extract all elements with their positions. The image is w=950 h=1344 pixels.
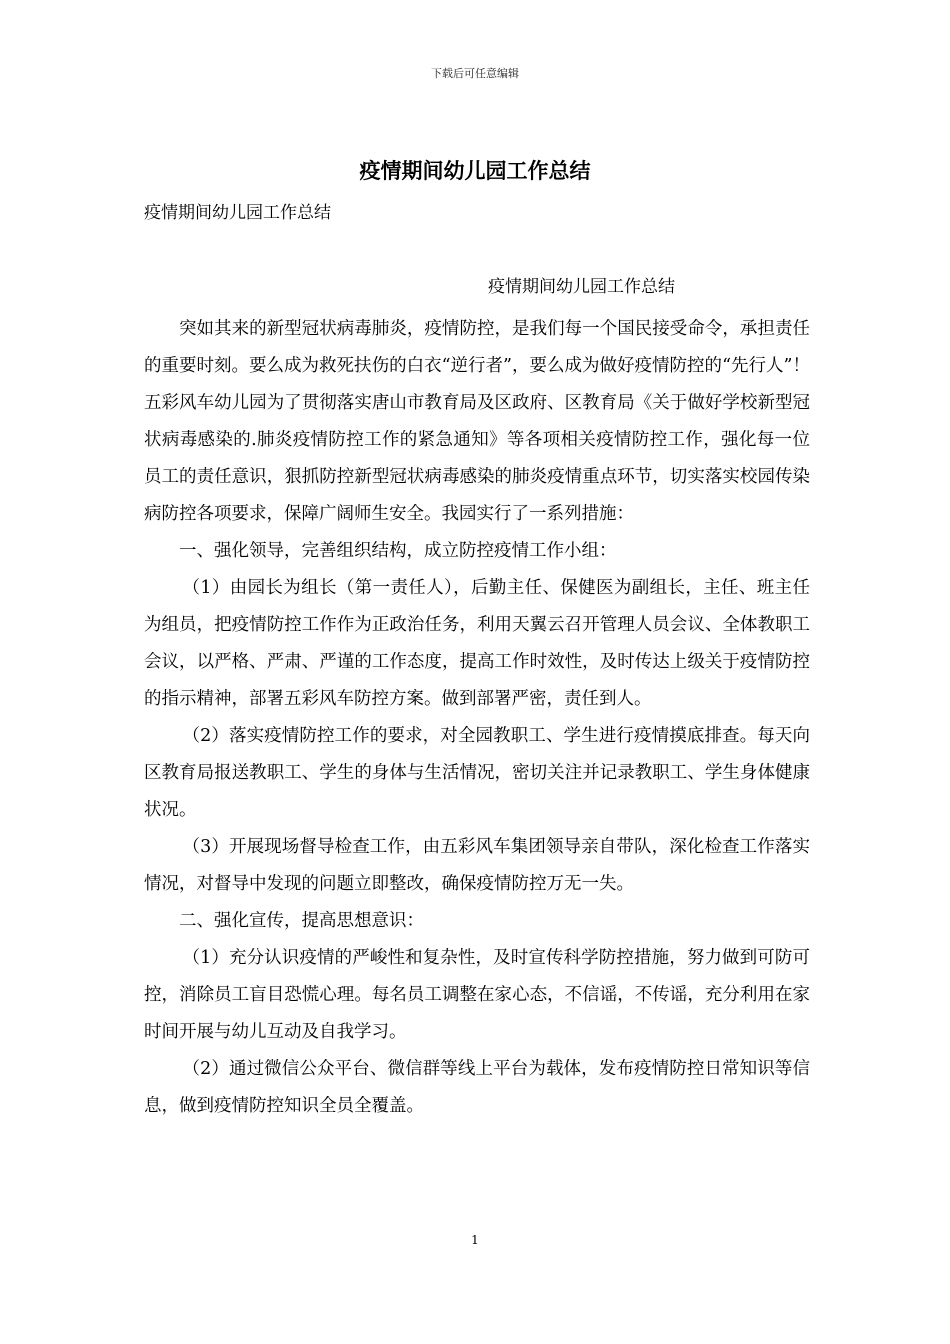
page-number: 1	[471, 1233, 479, 1247]
document-title: 疫情期间幼儿园工作总结	[359, 158, 591, 183]
paragraph-item: （1）由园长为组长（第一责任人），后勤主任、保健医为副组长，主任、班主任为组员，把疫情防控工作作为正政治任务，利用天翼云召开管理人员会议、全体教职工会议，以严格、严肃、严谨的工作态度，提高工作时效性，及时传达上级关于疫情防控的指示精神，部署五彩风车防控方案。做到部署严密，责任到人。	[144, 578, 810, 709]
inner-title: 疫情期间幼儿园工作总结	[488, 277, 675, 297]
paragraph-item: （2）通过微信公众平台、微信群等线上平台为载体，发布疫情防控日常知识等信息，做到疫情防控知识全员全覆盖。	[144, 1059, 810, 1116]
section-heading-2: 二、强化宣传，提高思想意识：	[179, 911, 424, 931]
document-subtitle: 疫情期间幼儿园工作总结	[144, 203, 331, 223]
paragraph-item: （3）开展现场督导检查工作，由五彩风车集团领导亲自带队，深化检查工作落实情况，对督导中发现的问题立即整改，确保疫情防控万无一失。	[144, 837, 810, 894]
document-body	[144, 311, 810, 1125]
paragraph-item: （1）充分认识疫情的严峻性和复杂性，及时宣传科学防控措施，努力做到可防可控，消除员工盲目恐慌心理。每名员工调整在家心态，不信谣，不传谣，充分利用在家时间开展与幼儿互动及自我学习。	[144, 948, 810, 1042]
section-heading-1: 一、强化领导，完善组织结构，成立防控疫情工作小组：	[179, 541, 617, 561]
paragraph-item: （2）落实疫情防控工作的要求，对全园教职工、学生进行疫情摸底排查。每天向区教育局报送教职工、学生的身体与生活情况，密切关注并记录教职工、学生身体健康状况。	[144, 726, 810, 820]
paragraph-intro: 突如其来的新型冠状病毒肺炎，疫情防控，是我们每一个国民接受命令，承担责任的重要时刻。要么成为救死扶伤的白衣“逆行者”，要么成为做好疫情防控的“先行人”！五彩风车幼儿园为了贯彻落实唐山市教育局及区政府、区教育局《关于做好学校新型冠状病毒感染的.肺炎疫情防控工作的紧急通知》等各项相关疫情防控工作，强化每一位员工的责任意识，狠抓防控新型冠状病毒感染的肺炎疫情重点环节，切实落实校园传染病防控各项要求，保障广阔师生安全。我园实行了一系列措施：	[144, 319, 810, 524]
page-header-note: 下载后可任意编辑	[431, 67, 519, 80]
